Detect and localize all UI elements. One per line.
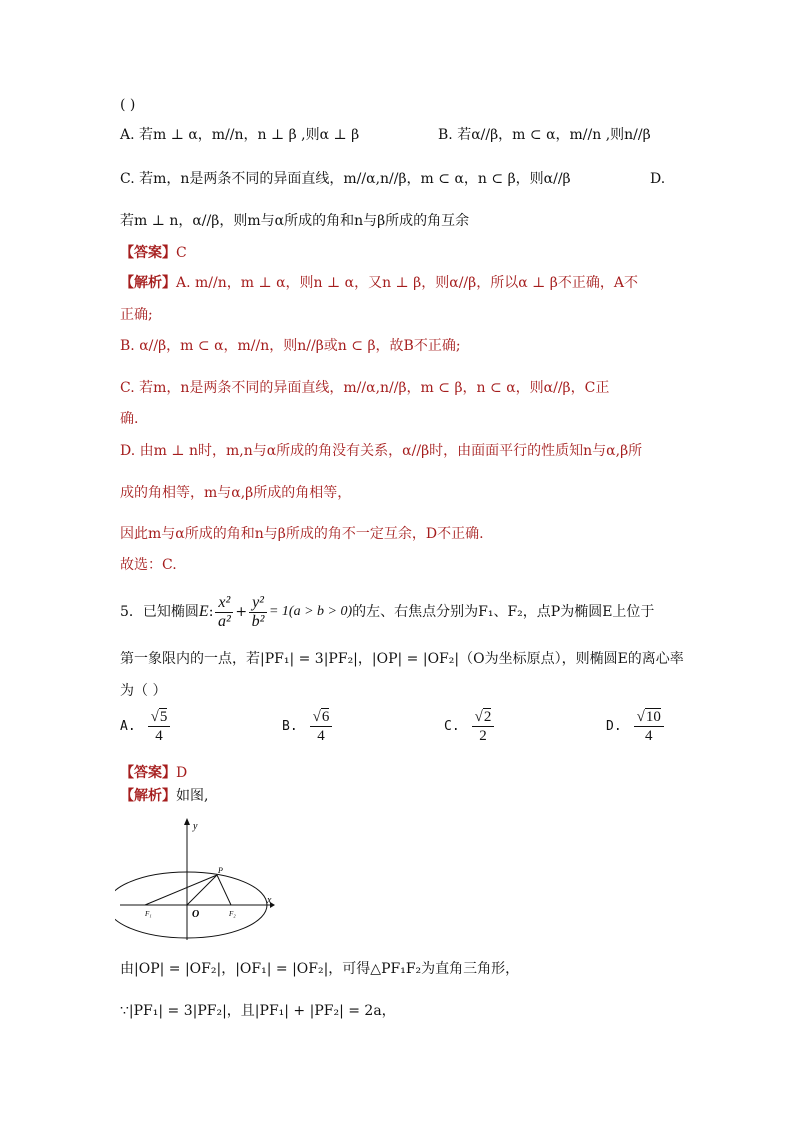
q5-stem-line2: 第一象限内的一点，若|PF₁| = 3|PF₂|，|OP| = |OF₂|（O为坐标原点），则椭圆E的离心率 xyxy=(120,651,684,667)
denominator: 4 xyxy=(645,728,653,744)
denominator: 4 xyxy=(155,728,163,744)
answer-value: C xyxy=(176,245,187,261)
q4-option-b: B. 若α//β，m ⊂ α，m//n ,则n//β xyxy=(438,127,651,143)
radicand: 2 xyxy=(483,709,492,725)
q5-stem-line3: 为（ ） xyxy=(120,683,167,699)
q5-option-d xyxy=(606,708,666,745)
option-fraction xyxy=(310,708,333,745)
analysis-tag: 【解析】 xyxy=(120,275,176,291)
sqrt-sign: √ xyxy=(312,709,321,725)
fraction-y2-b2: $\frac{\text{y²}}{\text{b²}}$ xyxy=(249,594,267,631)
label-f2: F₂ xyxy=(229,910,236,918)
radicand: 5 xyxy=(159,709,168,725)
sqrt-sign: √ xyxy=(636,709,645,725)
q4-analysis-c-line2: 确. xyxy=(120,411,139,427)
label-y: y xyxy=(193,821,198,832)
denominator: 4 xyxy=(317,728,325,744)
answer-value: D xyxy=(176,765,188,781)
q4-choose: 故选：C. xyxy=(120,557,177,573)
label-f1: F₁ xyxy=(145,910,152,918)
q5-prefix: 5．已知椭圆 xyxy=(120,604,199,620)
analysis-tag: 【解析】 xyxy=(120,788,176,804)
q4-option-d: 若m ⊥ n，α//β，则m与α所成的角和n与β所成的角互余 xyxy=(120,213,470,229)
q4-option-a: A. 若m ⊥ α，m//n，n ⊥ β ,则α ⊥ β xyxy=(120,127,360,143)
option-fraction xyxy=(634,708,664,745)
label-p: P xyxy=(218,866,223,875)
option-fraction xyxy=(148,708,171,745)
segment-pf2 xyxy=(217,875,231,905)
segment-pf1 xyxy=(145,875,217,905)
sqrt-sign: √ xyxy=(150,709,159,725)
option-label: B. xyxy=(282,719,298,734)
q4-bracket: ( ) xyxy=(120,97,136,113)
q5-suffix: 的左、右焦点分别为F₁、F₂，点P为椭圆E上位于 xyxy=(352,604,655,620)
analysis-start: 如图, xyxy=(176,788,209,804)
q4-option-d-label: D. xyxy=(650,171,666,187)
q5-colon: : xyxy=(208,604,214,620)
fraction-x2-a2: $\frac{\text{x²}}{\text{a²}}$ xyxy=(215,594,233,631)
answer-tag: 【答案】 xyxy=(120,245,176,261)
q5-answer xyxy=(120,762,684,784)
option-label: A. xyxy=(120,719,136,734)
label-o: O xyxy=(192,909,200,920)
radicand: 10 xyxy=(645,709,661,725)
option-label: D. xyxy=(606,719,622,734)
y-axis-arrow xyxy=(184,818,190,825)
q5-option-c xyxy=(444,708,496,745)
option-label: C. xyxy=(444,719,460,734)
q4-analysis-a xyxy=(120,272,684,294)
radicand: 6 xyxy=(321,709,330,725)
q4-analysis-b: B. α//β，m ⊂ α，m//n，则n//β或n ⊂ β，故B不正确; xyxy=(120,338,461,354)
q4-analysis-d-line3: 因此m与α所成的角和n与β所成的角不一定互余，D不正确. xyxy=(120,526,484,542)
q5-solution-line2: ∵|PF₁| = 3|PF₂|，且|PF₁| + |PF₂| = 2a， xyxy=(120,1003,396,1019)
q5-e: E xyxy=(198,603,209,620)
segment-op xyxy=(187,875,217,905)
answer-tag: 【答案】 xyxy=(120,765,176,781)
label-x: x xyxy=(267,895,272,906)
option-fraction xyxy=(472,708,495,745)
analysis-a-line1: A. m//n，m ⊥ α，则n ⊥ α，又n ⊥ β，则α//β，所以α ⊥ β不正确，A不 xyxy=(176,275,638,291)
q4-analysis-d-line1: D. 由m ⊥ n时，m,n与α所成的角没有关系，α//β时，由面面平行的性质知n与α,β所 xyxy=(120,443,643,459)
q5-analysis-start xyxy=(120,785,684,807)
q5-eq: = 1(a > b > 0) xyxy=(268,604,353,619)
sqrt-sign: √ xyxy=(474,709,483,725)
q4-analysis-d-line2: 成的角相等，m与α,β所成的角相等， xyxy=(120,485,352,501)
q5-stem-line1: 5．已知椭圆 E : $\frac{\text{x²}}{\text{a²}}$ + $\frac{\text{y²}}{\text{b²}}$ = 1(a > b > 0) 的左、右焦点分别为F₁、F₂，点P为椭圆E上位于 xyxy=(120,593,655,630)
q5-solution-line1: 由|OP| = |OF₂|，|OF₁| = |OF₂|，可得△PF₁F₂为直角三角形， xyxy=(120,961,520,977)
q4-analysis-a-line2: 正确; xyxy=(120,307,153,323)
denominator: 2 xyxy=(479,728,487,744)
q5-option-b xyxy=(282,708,334,745)
q4-analysis-c-line1: C. 若m，n是两条不同的异面直线，m//α,n//β，m ⊂ β，n ⊂ α，则α//β，C正 xyxy=(120,380,610,396)
q4-option-c: C. 若m，n是两条不同的异面直线，m//α,n//β，m ⊂ α，n ⊂ β，则α//β xyxy=(120,171,571,187)
ellipse-diagram xyxy=(115,815,285,945)
q5-option-a xyxy=(120,708,172,745)
q4-answer xyxy=(120,242,684,264)
